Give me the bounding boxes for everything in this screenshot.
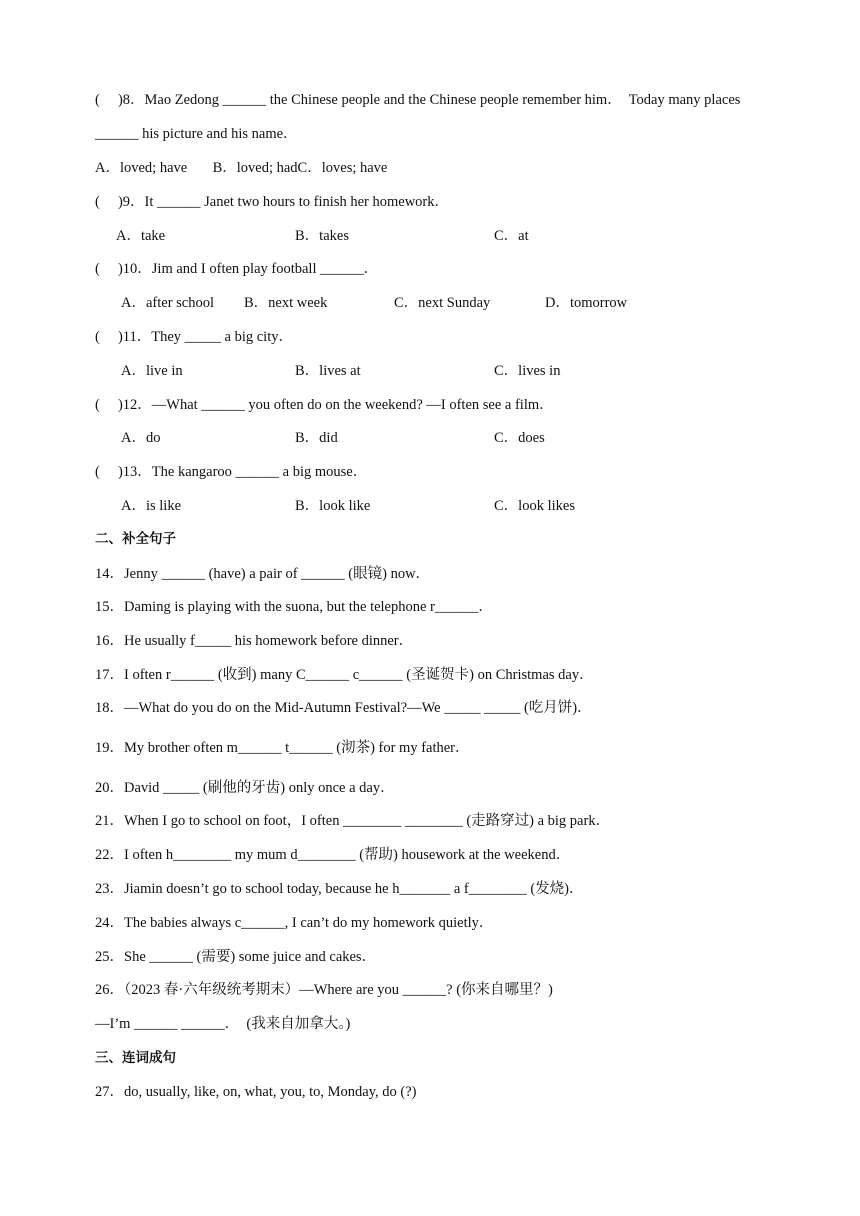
- question-8-options: A．loved; have B．loved; hadC．loves; have: [95, 160, 388, 176]
- question-9-option-c: C．at: [494, 228, 529, 244]
- fill-item-14: 14．Jenny ______ (have) a pair of ______ (眼镜) now．: [95, 566, 431, 582]
- question-11-option-a: A．live in: [121, 363, 183, 379]
- question-11-stem: ( )11．They _____ a big city．: [95, 329, 293, 345]
- question-10-option-a: A．after school: [121, 295, 215, 311]
- question-10-option-b: B．next week: [244, 295, 328, 311]
- fill-item-26-answer-line: —I’m ______ ______． (我来自加拿大。): [95, 1016, 351, 1032]
- fill-item-19: 19．My brother often m______ t______ (沏茶) for my father．: [95, 740, 470, 756]
- question-8-stem-line1: ( )8．Mao Zedong ______ the Chinese people and the Chinese people remember him． Today many places: [95, 92, 741, 108]
- fill-item-23: 23．Jiamin doesn’t go to school today, because he h_______ a f________ (发烧)．: [95, 881, 584, 897]
- question-12-stem: ( )12．—What ______ you often do on the weekend? —I often see a film．: [95, 397, 554, 413]
- fill-item-17: 17．I often r______ (收到) many C______ c______ (圣诞贺卡) on Christmas day．: [95, 667, 594, 683]
- fill-item-24: 24．The babies always c______, I can’t do my homework quietly．: [95, 915, 494, 931]
- fill-item-21: 21．When I go to school on foot，I often ________ ________ (走路穿过) a big park．: [95, 813, 611, 829]
- fill-item-22: 22．I often h________ my mum d________ (帮助) housework at the weekend．: [95, 847, 571, 863]
- question-10-stem: ( )10．Jim and I often play football ______．: [95, 261, 379, 277]
- question-10-option-d: D．tomorrow: [545, 295, 628, 311]
- fill-item-25: 25．She ______ (需要) some juice and cakes．: [95, 949, 377, 965]
- question-12-option-b: B．did: [295, 430, 338, 446]
- question-9-option-a: A．take: [116, 228, 166, 244]
- fill-item-16: 16．He usually f_____ his homework before dinner．: [95, 633, 414, 649]
- fill-item-26: 26．（2023 春·六年级统考期末）—Where are you ______? (你来自哪里？): [95, 982, 553, 998]
- section-2-heading: 二、补全句子: [95, 531, 176, 547]
- question-8-stem-line2: ______ his picture and his name．: [95, 126, 298, 142]
- question-13-option-c: C．look likes: [494, 498, 575, 514]
- question-13-option-a: A．is like: [121, 498, 182, 514]
- question-9-option-b: B．takes: [295, 228, 349, 244]
- question-13-option-b: B．look like: [295, 498, 371, 514]
- question-13-stem: ( )13．The kangaroo ______ a big mouse．: [95, 464, 368, 480]
- question-12-option-c: C．does: [494, 430, 545, 446]
- section-3-heading: 三、连词成句: [95, 1050, 176, 1066]
- question-9-stem: ( )9．It ______ Janet two hours to finish her homework．: [95, 194, 449, 210]
- fill-item-18: 18．—What do you do on the Mid-Autumn Festival?—We _____ _____ (吃月饼)．: [95, 700, 592, 716]
- question-11-option-b: B．lives at: [295, 363, 361, 379]
- question-11-option-c: C．lives in: [494, 363, 561, 379]
- reorder-item-27: 27．do, usually, like, on, what, you, to, Monday, do (?): [95, 1084, 417, 1100]
- fill-item-15: 15．Daming is playing with the suona, but the telephone r______．: [95, 599, 493, 615]
- question-10-option-c: C．next Sunday: [394, 295, 491, 311]
- question-12-option-a: A．do: [121, 430, 161, 446]
- fill-item-20: 20．David _____ (刷他的牙齿) only once a day．: [95, 780, 395, 796]
